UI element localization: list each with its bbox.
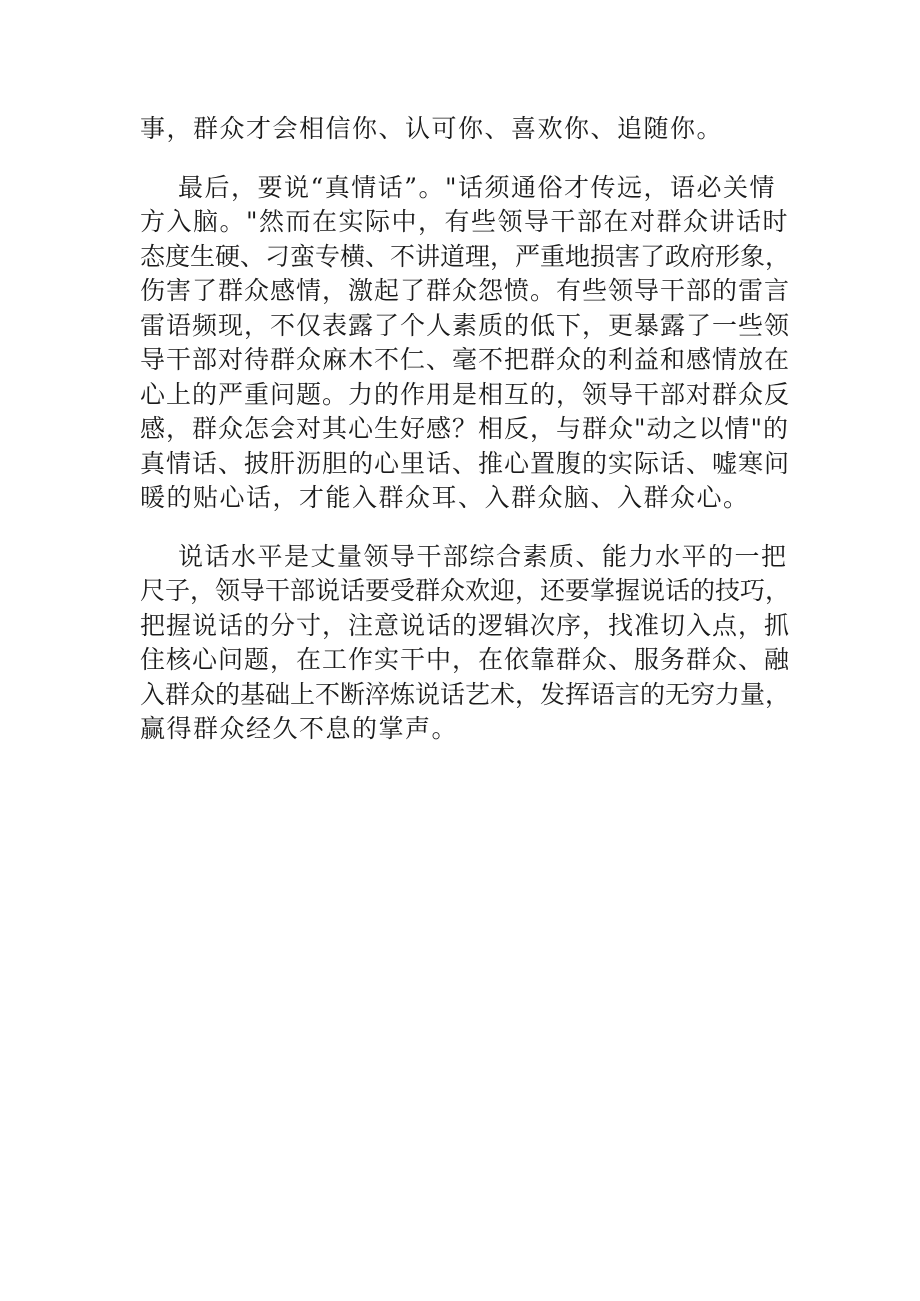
body-text (140, 112, 792, 747)
text-line: 暖的贴心话，才能入群众耳、入群众脑、入群众心。 (140, 483, 750, 512)
text-line: 雷语频现，不仅表露了个人素质的低下，更暴露了一些领 (140, 310, 791, 340)
text-line: 真情话、披肝沥胆的心里话、推心置腹的实际话、嘘寒问 (140, 448, 791, 478)
text-line: 心上的严重问题。力的作用是相互的，领导干部对群众反 (140, 379, 791, 409)
text-line: 住核心问题，在工作实干中，在依靠群众、服务群众、融 (140, 645, 791, 674)
text-line: 尺子，领导干部说话要受群众欢迎，还要掌握说话的技巧， (140, 576, 791, 605)
text-line: 事，群众才会相信你、认可你、喜欢你、追随你。 (140, 114, 724, 143)
text-line: 把握说话的分寸，注意说话的逻辑次序，找准切入点，抓 (140, 610, 791, 640)
text-line: 导干部对待群众麻木不仁、毫不把群众的利益和感情放在 (140, 345, 791, 374)
text-line: 最后，要说“真情话”。"话须通俗才传远，语必关情 (178, 172, 777, 202)
text-line: 伤害了群众感情，激起了群众怨愤。有些领导干部的雷言 (140, 276, 791, 305)
paragraph-3 (140, 540, 792, 747)
paragraph-2 (140, 171, 792, 516)
paragraph-1 (140, 112, 792, 147)
text-line: 方入脑。"然而在实际中，有些领导干部在对群众讲话时 (140, 207, 790, 236)
text-line: 入群众的基础上不断淬炼说话艺术，发挥语言的无穷力量， (140, 679, 791, 709)
text-line: 赢得群众经久不息的掌声。 (140, 714, 459, 743)
text-line: 感，群众怎会对其心生好感？相反，与群众"动之以情"的 (140, 414, 790, 443)
text-line: 态度生硬、刁蛮专横、不讲道理，严重地损害了政府形象， (140, 241, 791, 271)
text-line: 说话水平是丈量领导干部综合素质、能力水平的一把 (178, 541, 788, 571)
